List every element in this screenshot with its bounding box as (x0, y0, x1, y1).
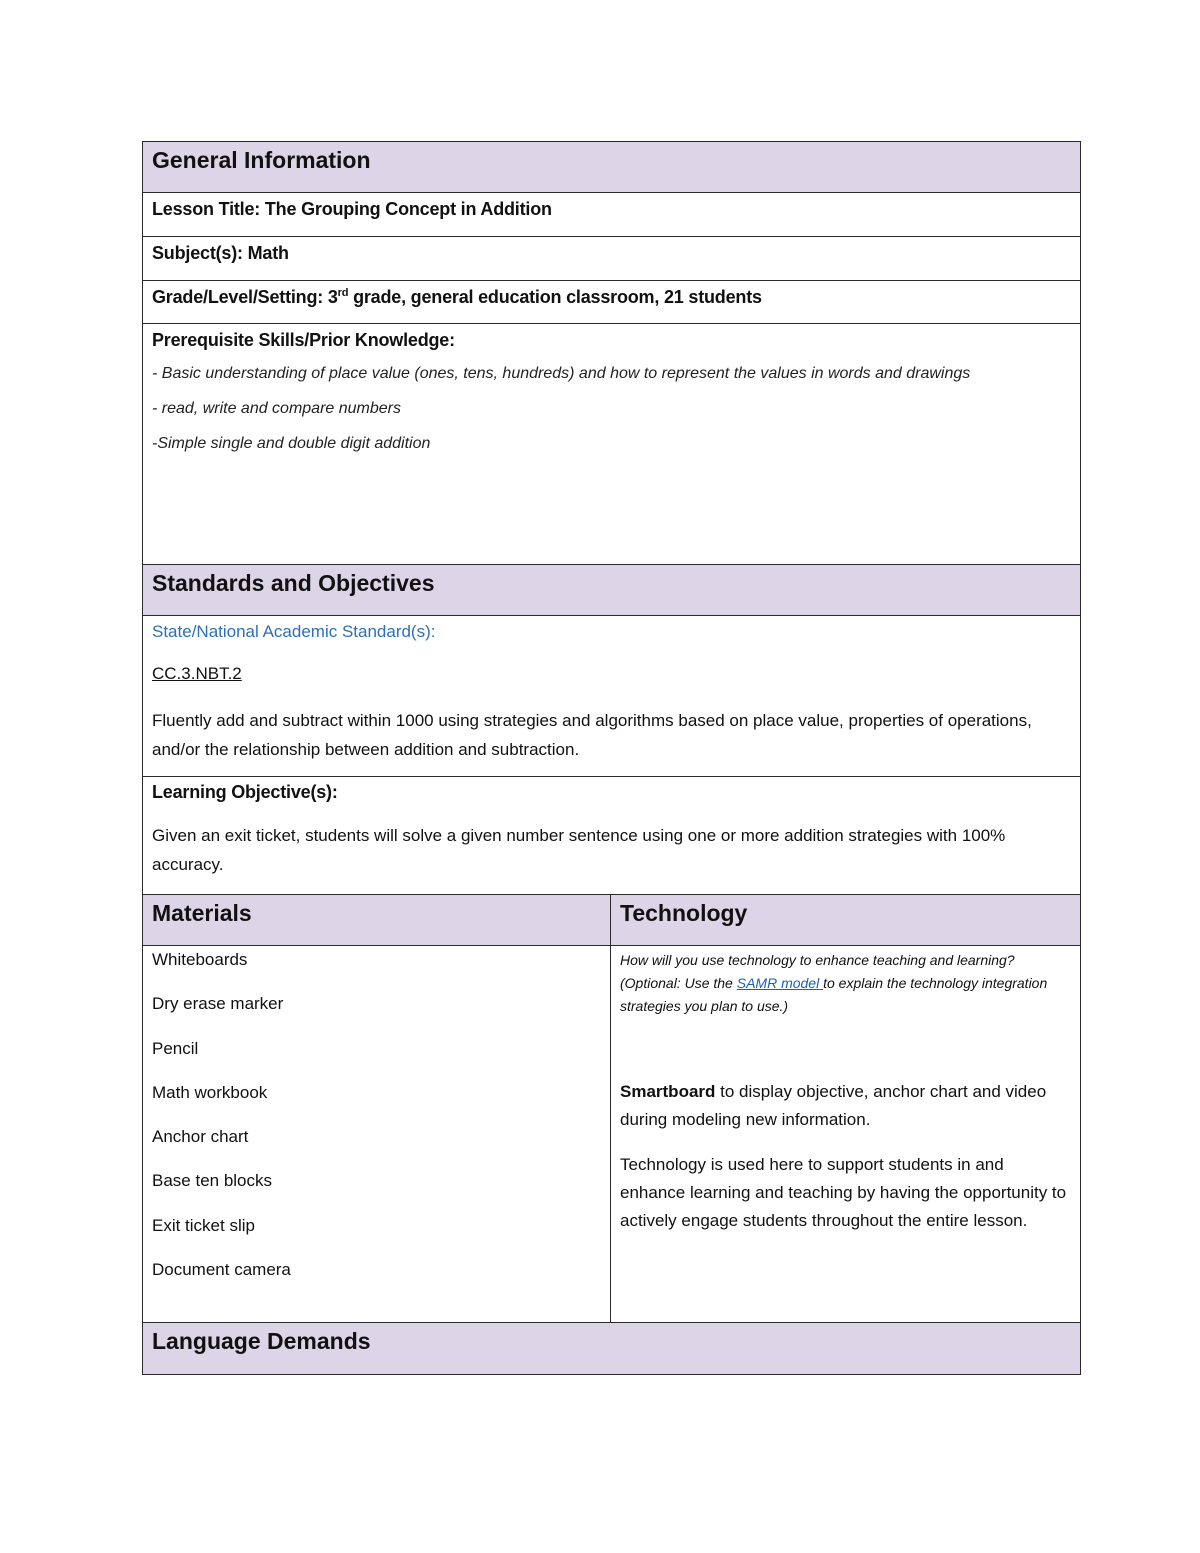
section-title: Technology (620, 900, 748, 926)
section-title: Language Demands (152, 1328, 371, 1354)
academic-standards-field (143, 616, 1081, 777)
material-item: Dry erase marker (152, 994, 284, 1014)
section-title: Materials (152, 900, 252, 926)
technology-cell (611, 946, 1081, 1323)
material-item: Document camera (152, 1260, 291, 1280)
material-item: Whiteboards (152, 950, 248, 969)
smartboard-term: Smartboard (620, 1082, 716, 1101)
subjects-field (143, 237, 1081, 281)
grade-suffix: grade, general education classroom, 21 students (348, 287, 762, 307)
materials-list (152, 950, 602, 1304)
prompt-text: How will you use technology to enhance teaching and learning? (Optional: Use the (620, 952, 1015, 991)
grade-prefix: Grade/Level/Setting: 3 (152, 287, 338, 307)
lesson-title-field (143, 193, 1081, 237)
grade-level-setting-field (143, 281, 1081, 324)
grade-superscript: rd (337, 287, 349, 299)
material-item: Base ten blocks (152, 1171, 273, 1191)
prerequisite-item: - Basic understanding of place value (ones, tens, hundreds) and how to represent the values in words and drawings (152, 365, 971, 382)
prerequisite-item: - read, write and compare numbers (152, 400, 401, 417)
general-information-header (143, 142, 1081, 193)
section-title: General Information (152, 147, 371, 173)
standard-description: Fluently add and subtract within 1000 using strategies and algorithms based on place value, properties of operations, and/or the relationship between addition and subtraction. (152, 711, 1032, 759)
lesson-plan-table (142, 141, 1081, 1375)
material-item: Anchor chart (152, 1127, 249, 1147)
samr-model-link[interactable]: SAMR model (736, 975, 824, 991)
smartboard-paragraph (620, 1078, 1072, 1134)
objectives-label: Learning Objective(s): (152, 782, 338, 802)
materials-header (143, 895, 611, 946)
prerequisite-skills-field (143, 324, 1081, 565)
lesson-title-text: Lesson Title: The Grouping Concept in Addition (152, 199, 552, 219)
materials-list-cell (143, 946, 611, 1323)
material-item: Pencil (152, 1038, 199, 1058)
learning-objectives-field (143, 777, 1081, 895)
section-title: Standards and Objectives (152, 570, 435, 596)
subjects-text: Subject(s): Math (152, 243, 289, 263)
language-demands-header (143, 1323, 1081, 1375)
prerequisite-item: -Simple single and double digit addition (152, 435, 431, 452)
technology-prompt (620, 949, 1072, 1018)
technology-header (611, 895, 1081, 946)
objective-text: Given an exit ticket, students will solve a given number sentence using one or more addition strategies with 100% accuracy. (152, 826, 1006, 874)
prerequisite-label: Prerequisite Skills/Prior Knowledge: (152, 330, 455, 350)
smartboard-description: to display objective, anchor chart and video during modeling new information. (620, 1082, 1047, 1129)
prompt-text: to explain the technology integration strategies you plan to use.) (620, 975, 1048, 1014)
standards-label: State/National Academic Standard(s): (152, 622, 436, 641)
technology-support-paragraph: Technology is used here to support students in and enhance learning and teaching by having the opportunity to actively engage students throughout the entire lesson. (620, 1155, 1067, 1230)
standard-code: CC.3.NBT.2 (152, 664, 242, 683)
material-item: Exit ticket slip (152, 1215, 255, 1235)
material-item: Math workbook (152, 1082, 268, 1102)
standards-objectives-header (143, 565, 1081, 616)
